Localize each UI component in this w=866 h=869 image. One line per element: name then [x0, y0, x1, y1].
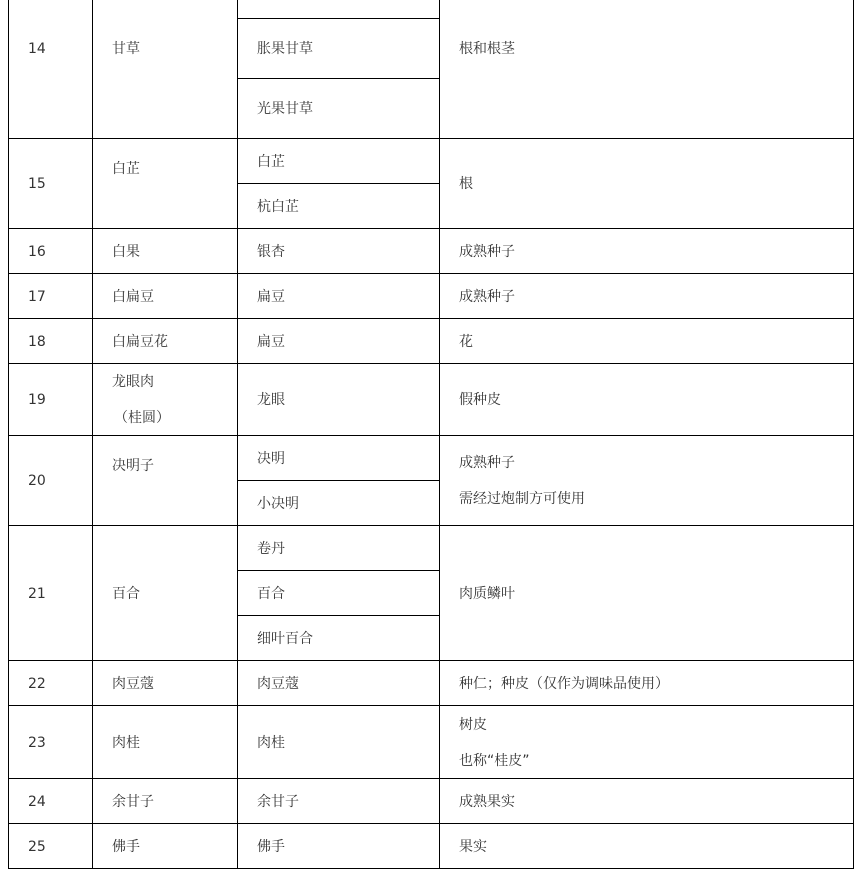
- herb-name: 龙眼肉: [112, 374, 154, 390]
- row-number: 16: [28, 244, 46, 260]
- herb-name: 百合: [112, 586, 140, 602]
- used-part: 果实: [459, 839, 487, 855]
- species-name: 胀果甘草: [257, 41, 313, 57]
- row-border: [8, 778, 854, 779]
- row-border: [8, 435, 854, 436]
- herb-name: 白芷: [112, 161, 140, 177]
- row-number: 24: [28, 794, 46, 810]
- herb-name: 肉豆蔻: [112, 676, 154, 692]
- herb-name: 肉桂: [112, 735, 140, 751]
- row-number: 15: [28, 176, 46, 192]
- row-border: [8, 660, 854, 661]
- species-name: 决明: [257, 451, 285, 467]
- row-border: [8, 318, 854, 319]
- species-divider: [237, 615, 439, 616]
- species-divider: [237, 183, 439, 184]
- herb-name: 白扁豆: [112, 289, 154, 305]
- row-border: [8, 273, 854, 274]
- used-part: 也称“桂皮”: [459, 753, 530, 769]
- species-name: 杭白芷: [257, 199, 299, 215]
- row-number: 25: [28, 839, 46, 855]
- species-divider: [237, 570, 439, 571]
- used-part: 肉质鳞叶: [459, 586, 515, 602]
- species-name: 细叶百合: [257, 631, 313, 647]
- herb-name: 余甘子: [112, 794, 154, 810]
- herb-name: 白果: [112, 244, 140, 260]
- row-number: 14: [28, 41, 46, 57]
- herb-name: 白扁豆花: [112, 334, 168, 350]
- species-name: 银杏: [257, 244, 285, 260]
- used-part: 根和根茎: [459, 41, 515, 57]
- species-name: 百合: [257, 586, 285, 602]
- row-border: [8, 823, 854, 824]
- species-name: 小决明: [257, 496, 299, 512]
- herb-name: 决明子: [112, 458, 154, 474]
- species-divider: [237, 480, 439, 481]
- row-number: 22: [28, 676, 46, 692]
- row-border: [8, 363, 854, 364]
- used-part: 成熟果实: [459, 794, 515, 810]
- row-number: 20: [28, 473, 46, 489]
- species-name: 卷丹: [257, 541, 285, 557]
- species-divider: [237, 18, 439, 19]
- row-number: 19: [28, 392, 46, 408]
- used-part: 树皮: [459, 717, 487, 733]
- row-number: 23: [28, 735, 46, 751]
- row-number: 17: [28, 289, 46, 305]
- herb-name: 佛手: [112, 839, 140, 855]
- used-part: 成熟种子: [459, 244, 515, 260]
- species-name: 扁豆: [257, 334, 285, 350]
- row-border: [8, 525, 854, 526]
- row-number: 18: [28, 334, 46, 350]
- species-name: 扁豆: [257, 289, 285, 305]
- row-border: [8, 705, 854, 706]
- species-name: 佛手: [257, 839, 285, 855]
- used-part: 根: [459, 176, 473, 192]
- species-name: 肉桂: [257, 735, 285, 751]
- row-border: [8, 228, 854, 229]
- species-name: 余甘子: [257, 794, 299, 810]
- herb-name-note: （桂圆）: [114, 410, 170, 426]
- species-name: 龙眼: [257, 392, 285, 408]
- row-number: 21: [28, 586, 46, 602]
- species-divider: [237, 78, 439, 79]
- used-part: 假种皮: [459, 392, 501, 408]
- used-part: 花: [459, 334, 473, 350]
- used-part: 成熟种子: [459, 289, 515, 305]
- used-part: 需经过炮制方可使用: [459, 491, 585, 507]
- species-name: 肉豆蔻: [257, 676, 299, 692]
- used-part: 种仁；种皮（仅作为调味品使用）: [459, 676, 669, 692]
- species-name: 白芷: [257, 154, 285, 170]
- used-part: 成熟种子: [459, 455, 515, 471]
- row-border: [8, 138, 854, 139]
- species-name: 光果甘草: [257, 101, 313, 117]
- herb-name: 甘草: [112, 41, 140, 57]
